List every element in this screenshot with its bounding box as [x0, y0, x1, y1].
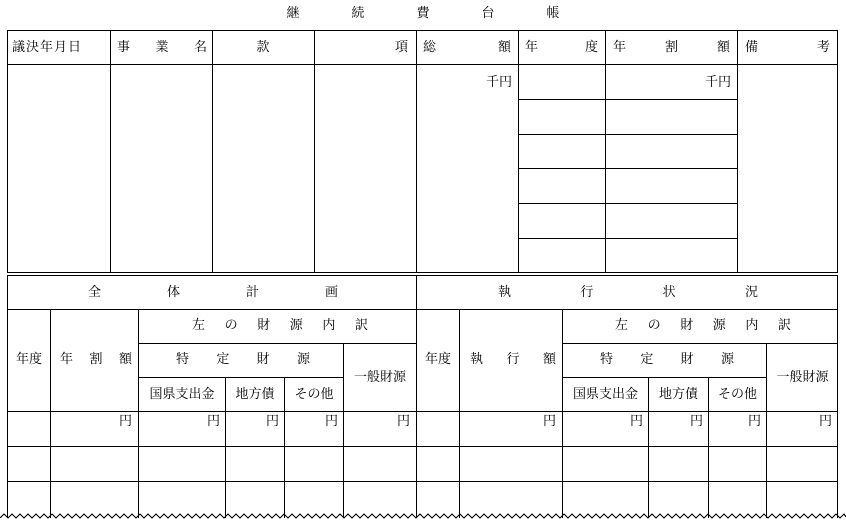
- plan-header-specific: 特 定 財 源: [176, 352, 310, 367]
- plan-unit-bond: 円: [265, 414, 279, 429]
- exec-header-bond: 地方債: [658, 387, 698, 402]
- exec-unit-other: 円: [747, 414, 761, 429]
- section-plan-title: 全 体 計 画: [88, 285, 338, 300]
- header-project-name: 事 業 名: [117, 40, 207, 55]
- section-execution-title: 執 行 状 況: [498, 285, 758, 300]
- exec-header-year: 年度: [424, 352, 451, 367]
- plan-header-general: 一般財源: [353, 370, 406, 385]
- ledger-title: 継 続 費 台 帳: [286, 6, 560, 21]
- exec-header-other: その他: [717, 387, 757, 402]
- plan-header-year: 年度: [15, 352, 42, 367]
- exec-header-general: 一般財源: [776, 370, 829, 385]
- header-total: 総 額: [423, 40, 511, 55]
- header-annual-amount: 年 割 額: [613, 40, 730, 55]
- exec-header-breakdown: 左 の 財 源 内 訳: [615, 318, 791, 333]
- header-kou: 項: [394, 40, 408, 55]
- plan-header-breakdown: 左 の 財 源 内 訳: [192, 318, 368, 333]
- plan-unit-general: 円: [396, 414, 410, 429]
- header-resolution-date: 議決年月日: [12, 40, 83, 55]
- plan-header-national: 国県支出金: [149, 387, 215, 402]
- plan-unit-annual: 円: [118, 414, 132, 429]
- exec-unit-executed: 円: [542, 414, 556, 429]
- unit-annual: 千円: [704, 75, 731, 90]
- exec-unit-bond: 円: [689, 414, 703, 429]
- exec-header-executed: 執 行 額: [470, 352, 556, 367]
- plan-header-annual-amount: 年 割 額: [60, 352, 132, 367]
- exec-header-specific: 特 定 財 源: [600, 352, 734, 367]
- plan-header-bond: 地方債: [235, 387, 275, 402]
- plan-header-other: その他: [294, 387, 334, 402]
- header-fiscal-year: 年 度: [525, 40, 598, 55]
- unit-total: 千円: [485, 75, 512, 90]
- plan-unit-national: 円: [206, 414, 220, 429]
- header-kan: 款: [256, 40, 270, 55]
- plan-unit-other: 円: [324, 414, 338, 429]
- torn-edge: [0, 514, 846, 518]
- header-remarks: 備 考: [745, 40, 830, 55]
- exec-unit-national: 円: [629, 414, 643, 429]
- exec-header-national: 国県支出金: [572, 387, 638, 402]
- exec-unit-general: 円: [818, 414, 832, 429]
